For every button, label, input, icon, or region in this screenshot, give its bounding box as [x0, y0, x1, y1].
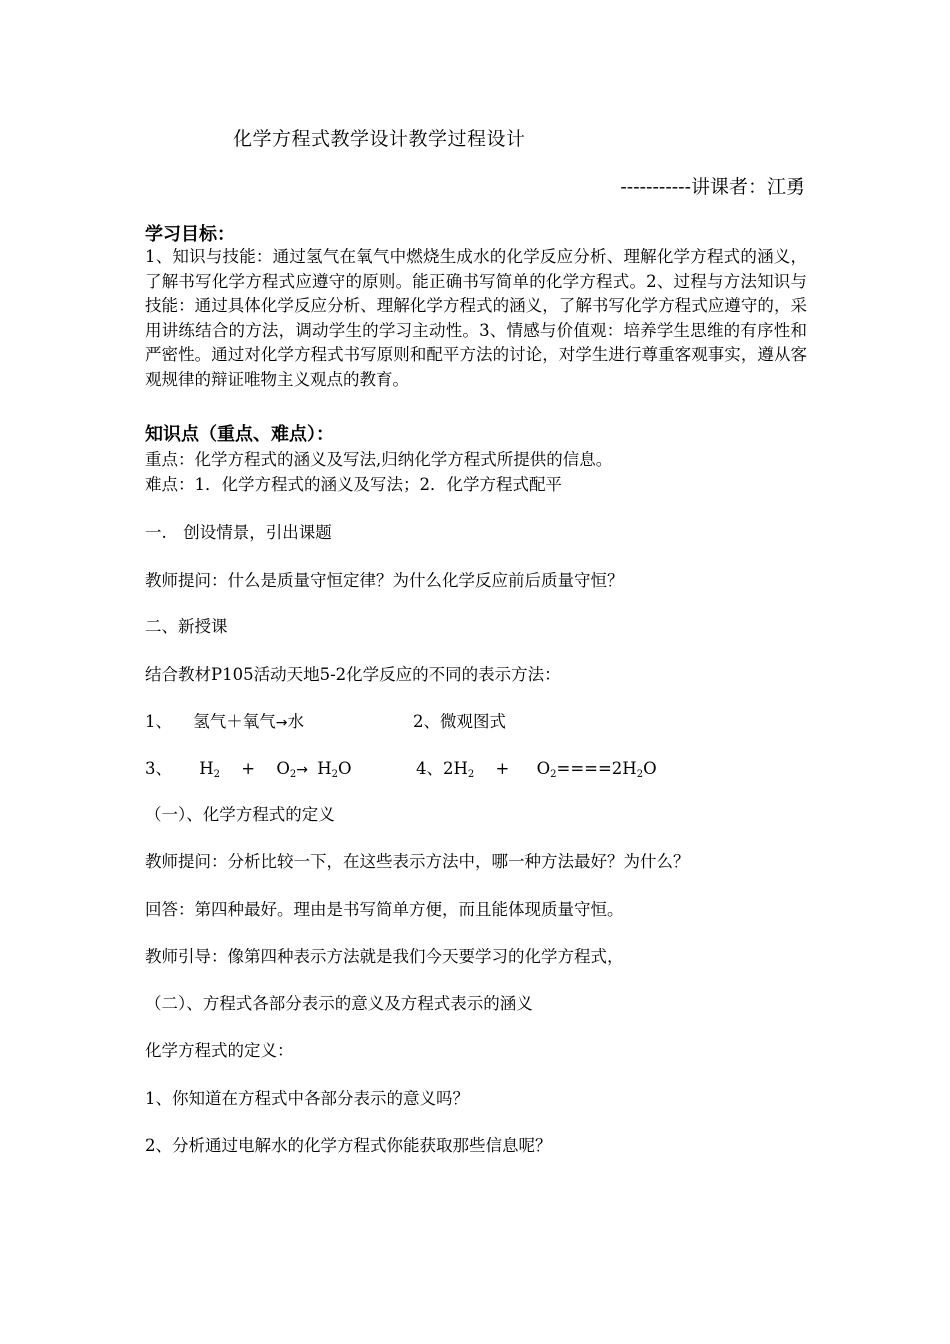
- teacher-guidance: 教师引导：像第四种表示方法就是我们今天要学习的化学方程式，: [145, 947, 624, 966]
- method-4-water-sub: 2: [636, 769, 644, 780]
- method-1-number: 1、: [145, 712, 172, 731]
- document-title: 化学方程式教学设计教学过程设计: [233, 128, 526, 150]
- method-1-reactants: 氢气＋氧气: [193, 712, 276, 731]
- method-3-h: H: [199, 759, 214, 778]
- subsection-two-heading: （二）、方程式各部分表示的意义及方程式表示的涵义: [145, 994, 533, 1013]
- method-4-o: O: [536, 759, 551, 778]
- teacher-question-1: 教师提问：什么是质量守恒定律？为什么化学反应前后质量守恒？: [145, 571, 624, 590]
- lecturer-line: -----------讲课者：江勇: [620, 176, 805, 198]
- subsection-one-heading: （一）、化学方程式的定义: [145, 805, 335, 824]
- method-row-4: [416, 755, 657, 780]
- method-3-number: 3、: [145, 759, 172, 778]
- objectives-heading: 学习目标：: [145, 224, 235, 245]
- answer-line: 回答：第四种最好。理由是书写简单方便，而且能体现质量守恒。: [145, 900, 624, 919]
- method-3-water-sub: 2: [331, 769, 338, 780]
- key-points-heading: 知识点（重点、难点）：: [145, 424, 334, 445]
- question-1: 1、你知道在方程式中各部分表示的意义吗？: [145, 1089, 469, 1108]
- method-3-water-o: O: [338, 759, 352, 778]
- method-3-arrow: →: [296, 762, 308, 778]
- section-two-heading: 二、新授课: [145, 617, 228, 636]
- method-4-num-h: 4、2H: [416, 759, 468, 778]
- textbook-reference: 结合教材P105活动天地5-2化学反应的不同的表示方法：: [145, 665, 561, 684]
- method-4-h-sub: 2: [467, 769, 475, 780]
- method-3-water: H: [317, 759, 332, 778]
- difficult-point: 难点：1．化学方程式的涵义及写法；2．化学方程式配平: [145, 475, 562, 494]
- question-2: 2、分析通过电解水的化学方程式你能获取那些信息呢？: [145, 1136, 552, 1155]
- teacher-question-2: 教师提问：分析比较一下，在这些表示方法中，哪一种方法最好？为什么？: [145, 852, 690, 871]
- method-1-product: 水: [287, 712, 304, 731]
- method-4-plus: +: [495, 759, 510, 778]
- method-3-plus: +: [241, 759, 256, 778]
- method-3-o: O: [276, 759, 290, 778]
- section-one-heading: 一. 创设情景，引出课题: [145, 523, 332, 542]
- method-3-h-sub: 2: [213, 769, 221, 780]
- method-row-1: [145, 708, 304, 732]
- method-row-3: [145, 755, 352, 780]
- method-4-o-sub: 2: [550, 769, 557, 780]
- method-4-water-o: O: [643, 759, 657, 778]
- important-point: 重点：化学方程式的涵义及写法,归纳化学方程式所提供的信息。: [145, 450, 613, 469]
- equation-definition-label: 化学方程式的定义：: [145, 1041, 294, 1060]
- method-4-equals: ====2H: [556, 759, 637, 778]
- objectives-body: 1、知识与技能：通过氢气在氧气中燃烧生成水的化学反应分析、理解化学方程式的涵义，了解书写化学方程式应遵守的原则。能正确书写简单的化学方程式。2、过程与方法知识与技能：通过具体化学反应分析、理解化学方程式的涵义，了解书写化学方程式应遵守的，采用讲练结合的方法，调动学生的学习主动性。3、情感与价值观：培养学生思维的有序性和严密性。通过对化学方程式书写原则和配平方法的讨论，对学生进行尊重客观事实，遵从客观规律的辩证唯物主义观点的教育。: [145, 247, 807, 389]
- method-2: 2、微观图式: [413, 712, 506, 731]
- method-1-arrow: →: [275, 715, 288, 731]
- method-3-o-sub: 2: [289, 769, 297, 780]
